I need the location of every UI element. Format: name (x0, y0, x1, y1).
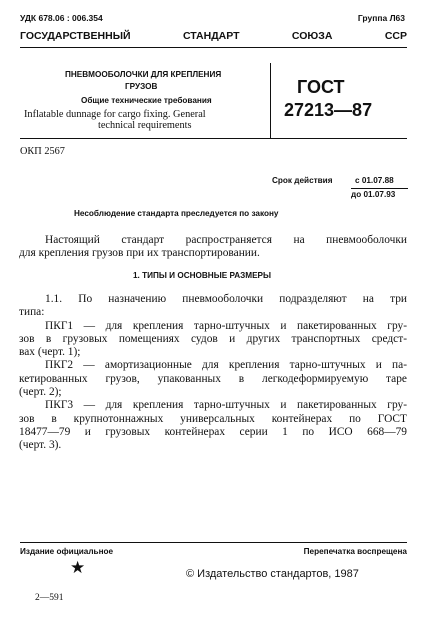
body-line: ПКГ3 — для крепления тарно-штучных и пакетированных гру- (45, 399, 407, 412)
validity-to: до 01.07.93 (351, 190, 396, 199)
udk-code: УДК 678.06 : 006.354 (20, 13, 103, 23)
section-body (19, 293, 407, 453)
intro-line: Настоящий стандарт распространяется на пневмооболочки (45, 234, 407, 246)
footer-divider (20, 542, 407, 543)
validity-label: Срок действия (272, 176, 333, 185)
body-line: кетированных грузов, упакованных в легкодеформируемую таре (19, 372, 407, 385)
body-line: типа: (19, 306, 45, 319)
group-code: Группа Л63 (357, 13, 405, 23)
gost-label: ГОСТ (297, 77, 345, 97)
okp-code: ОКП 2567 (20, 146, 65, 157)
body-line: (черт. 2); (19, 386, 62, 399)
title-line-1: ПНЕВМООБОЛОЧКИ ДЛЯ КРЕПЛЕНИЯ (65, 70, 222, 79)
body-line: ПКГ1 — для крепления тарно-штучных и пакетированных гру- (45, 319, 407, 332)
body-line: зов в грузовых помещениях судов и других транспортных средст- (19, 332, 407, 345)
body-line: (черт. 3). (19, 439, 62, 452)
body-line: ПКГ2 — амортизационные для крепления тарно-штучных и па- (45, 359, 407, 372)
copyright: © Издательство стандартов, 1987 (186, 568, 359, 580)
intro-paragraph (19, 234, 407, 261)
title-divider (20, 138, 407, 139)
body-line: 18477—79 и грузовых контейнерах серии 1 по ИСО 668—79 (19, 425, 407, 438)
reprint-notice: Перепечатка воспрещена (303, 547, 407, 556)
title-english-line-1: Inflatable dunnage for cargo fixing. General (24, 109, 206, 120)
title-english-line-2: technical requirements (98, 120, 192, 131)
title-line-2: ГРУЗОВ (125, 82, 158, 91)
body-line: 1.1. По назначению пневмооболочки подразделяют на три (45, 293, 407, 305)
validity-underline (351, 188, 408, 189)
header-divider (20, 47, 407, 48)
official-edition: Издание официальное (20, 547, 114, 556)
standard-banner: ГОСУДАРСТВЕННЫЙ СТАНДАРТ СОЮЗА ССР (20, 30, 407, 42)
section-heading: 1. ТИПЫ И ОСНОВНЫЕ РАЗМЕРЫ (133, 271, 272, 280)
star-icon: ★ (70, 558, 86, 577)
gost-number: 27213—87 (284, 100, 373, 120)
body-line: зов в крупнотоннажных универсальных контейнерах по ГОСТ (19, 412, 407, 425)
validity-from: с 01.07.88 (355, 176, 394, 185)
body-line: вах (черт. 1); (19, 346, 81, 359)
intro-line: для крепления грузов при их транспортировании. (19, 247, 260, 260)
title-subtitle: Общие технические требования (81, 96, 212, 105)
legal-warning: Несоблюдение стандарта преследуется по закону (74, 209, 279, 218)
title-vertical-divider (270, 63, 271, 138)
print-code: 2—591 (35, 593, 64, 603)
